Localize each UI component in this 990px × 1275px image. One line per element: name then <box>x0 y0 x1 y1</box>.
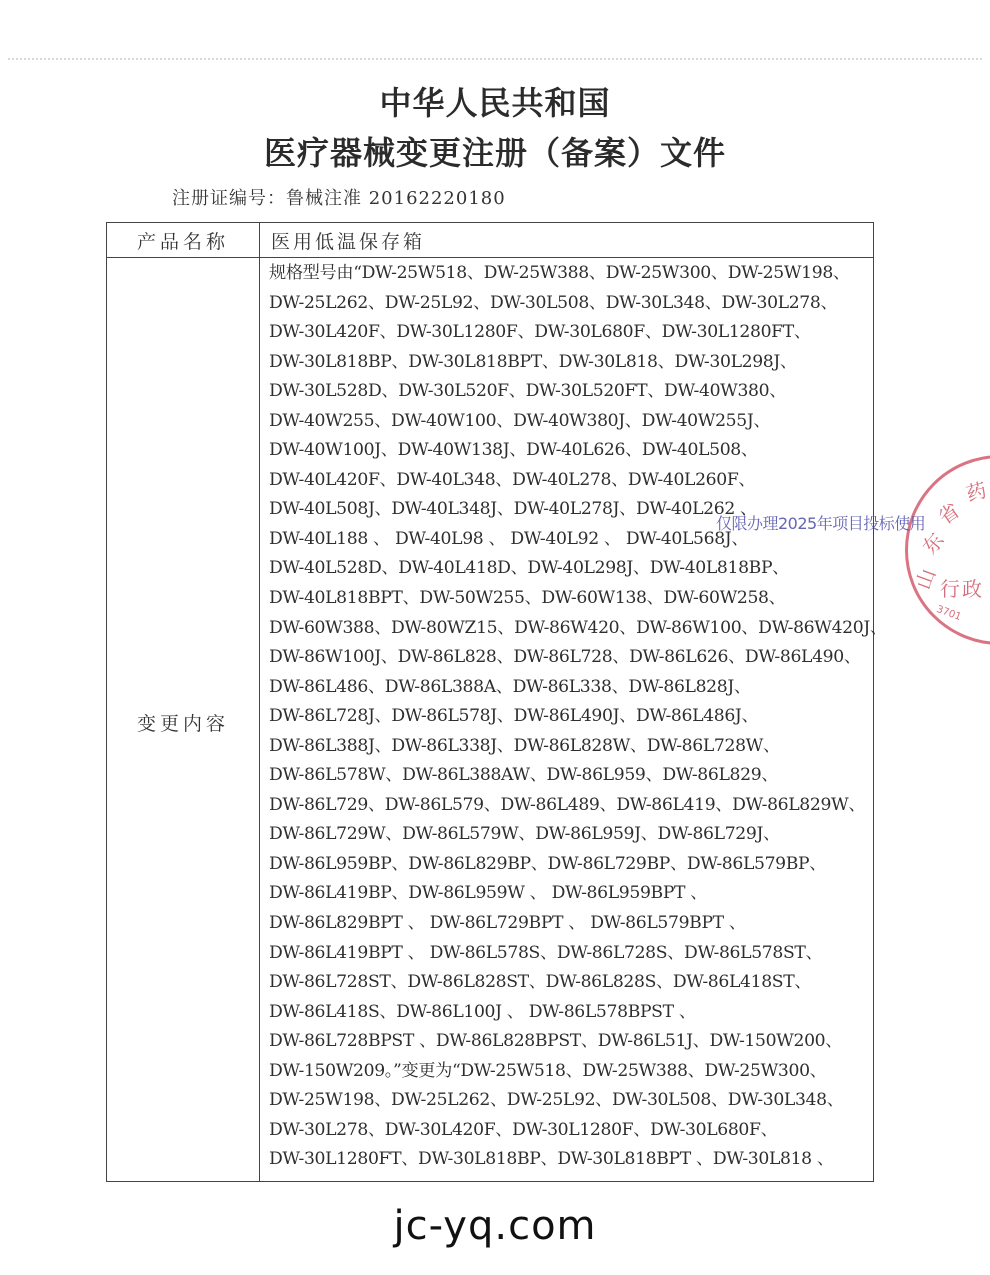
change-content-line: DW-25L262、DW-25L92、DW-30L508、DW-30L348、DW-30L278、 <box>269 292 838 313</box>
scan-top-edge <box>8 58 982 60</box>
registration-label: 注册证编号： <box>172 188 286 209</box>
change-content-line: DW-86L729W、DW-86L579W、DW-86L959J、DW-86L729J、 <box>269 824 780 845</box>
seal-char: 省 <box>933 498 964 530</box>
table-row-product-name <box>107 223 873 258</box>
change-content-line: DW-86L959BP、DW-86L829BP、DW-86L729BP、DW-86L579BP、 <box>269 853 827 874</box>
change-content-line: DW-30L818BP、DW-30L818BPT、DW-30L818、DW-30L298J、 <box>269 351 797 372</box>
change-content-label: 变更内容 <box>136 713 229 735</box>
footer-website-link[interactable]: jc-yq.com <box>393 1203 597 1249</box>
change-content-line: 规格型号由“DW-25W518、DW-25W388、DW-25W300、DW-25W198、 <box>269 263 850 283</box>
change-content-line: DW-40L420F、DW-40L348、DW-40L278、DW-40L260F、 <box>269 469 756 490</box>
seal-char: 山 <box>910 565 941 593</box>
seal-char: 政 <box>962 577 982 601</box>
product-name-value: 医用低温保存箱 <box>271 231 426 253</box>
change-content-line: DW-30L528D、DW-30L520F、DW-30L520FT、DW-40W380、 <box>269 381 787 402</box>
change-content-line: DW-86L419BP、DW-86L959W 、 DW-86L959BPT 、 <box>269 883 708 904</box>
change-content-line: DW-86L829BPT 、 DW-86L729BPT 、 DW-86L579BPT 、 <box>269 913 746 934</box>
document-title-line1: 中华人民共和国 <box>379 84 611 122</box>
official-seal-stamp <box>905 455 990 645</box>
change-content-line: DW-86L728BPST 、DW-86L828BPST、DW-86L51J、DW-150W200、 <box>269 1031 843 1052</box>
seal-char: 东 <box>917 528 949 559</box>
change-content-line: DW-86L728J、DW-86L578J、DW-86L490J、DW-86L486J、 <box>269 706 759 727</box>
change-content-line: DW-86W100J、DW-86L828、DW-86L728、DW-86L626、DW-86L490、 <box>269 647 861 668</box>
change-document-table <box>106 222 887 1182</box>
change-content-line: DW-25W198、DW-25L262、DW-25L92、DW-30L508、DW-30L348、 <box>269 1090 844 1111</box>
change-content-line: DW-40W255、DW-40W100、DW-40W380J、DW-40W255J、 <box>269 410 771 431</box>
change-content-line: DW-86L486、DW-86L388A、DW-86L338、DW-86L828J、 <box>269 676 751 697</box>
change-content-line: DW-40W100J、DW-40W138J、DW-40L626、DW-40L508、 <box>269 440 758 461</box>
change-content-line: DW-60W388、DW-80WZ15、DW-86W420、DW-86W100、DW-86W420J、 <box>269 617 887 638</box>
registration-number-line <box>172 184 506 210</box>
change-content-line: DW-86L418S、DW-86L100J 、 DW-86L578BPST 、 <box>269 1001 696 1022</box>
table-column-divider <box>259 223 260 1181</box>
usage-restriction-watermark: 仅限办理2025年项目投标使用 <box>716 514 926 533</box>
change-content-line: DW-86L578W、DW-86L388AW、DW-86L959、DW-86L829、 <box>269 765 779 786</box>
seal-char: 药 <box>963 477 990 507</box>
change-content-line: DW-40L188 、 DW-40L98 、 DW-40L92 、 DW-40L568J、 <box>269 528 749 549</box>
seal-number: 3701 <box>934 603 963 624</box>
document-title-line2: 医疗器械变更注册（备案）文件 <box>263 134 726 172</box>
change-content-line: DW-86L729、DW-86L579、DW-86L489、DW-86L419、DW-86L829W、 <box>269 794 866 815</box>
change-content-line: DW-30L1280FT、DW-30L818BP、DW-30L818BPT 、DW-30L818 、 <box>269 1149 834 1170</box>
change-content-line: DW-30L278、DW-30L420F、DW-30L1280F、DW-30L680F、 <box>269 1119 778 1140</box>
seal-char: 行 <box>940 577 960 601</box>
change-content-line: DW-40L528D、DW-40L418D、DW-40L298J、DW-40L818BP、 <box>269 558 790 579</box>
registration-value: 鲁械注准 20162220180 <box>286 188 506 209</box>
change-content-line: DW-86L388J、DW-86L338J、DW-86L828W、DW-86L728W、 <box>269 735 780 756</box>
change-content-line: DW-86L419BPT 、 DW-86L578S、DW-86L728S、DW-86L578ST、 <box>269 942 823 963</box>
change-content-line: DW-40L508J、DW-40L348J、DW-40L278J、DW-40L262 、 <box>269 499 757 520</box>
change-content-line: DW-40L818BPT、DW-50W255、DW-60W138、DW-60W258、 <box>269 588 786 609</box>
change-content-text <box>269 259 887 1175</box>
product-name-label: 产品名称 <box>136 231 229 253</box>
change-content-line: DW-150W209。”变更为“DW-25W518、DW-25W388、DW-25W300、 <box>269 1060 827 1081</box>
change-content-line: DW-86L728ST、DW-86L828ST、DW-86L828S、DW-86L418ST、 <box>269 972 812 993</box>
change-content-line: DW-30L420F、DW-30L1280F、DW-30L680F、DW-30L1280FT、 <box>269 322 811 343</box>
